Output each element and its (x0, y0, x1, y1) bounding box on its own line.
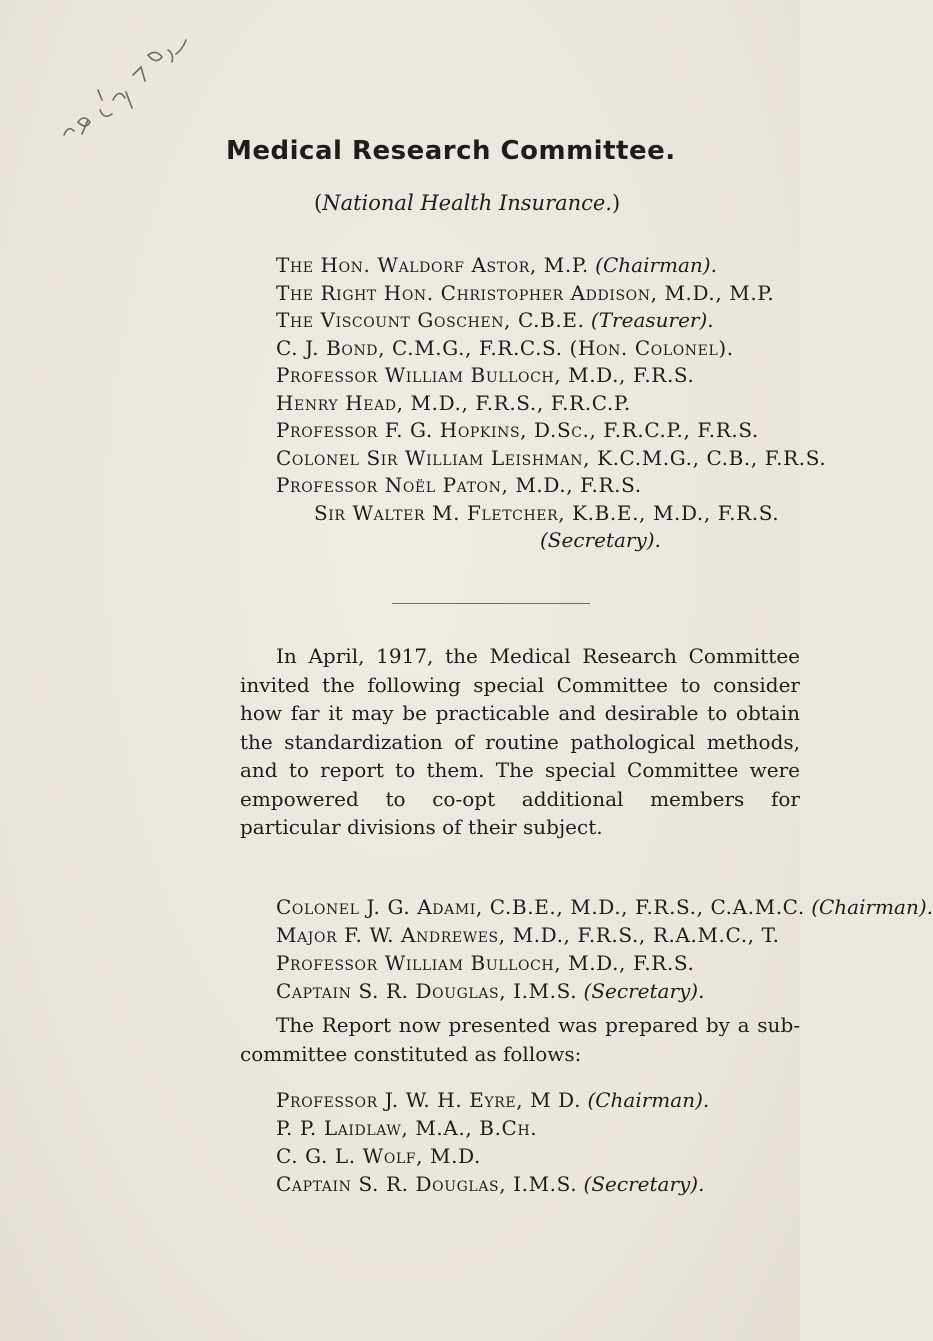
member-name: The Viscount Goschen, C.B.E. (276, 308, 585, 332)
member-entry (276, 252, 826, 280)
member-entry (276, 445, 826, 473)
special-committee-list (276, 893, 933, 1005)
member-name: The Hon. Waldorf Astor, M.P. (276, 253, 589, 277)
member-name: Colonel Sir William Leishman, K.C.M.G., C.B., F.R.S. (276, 445, 827, 470)
member-entry (276, 949, 933, 977)
member-name: Henry Head, M.D., F.R.S., F.R.C.P. (276, 390, 631, 415)
member-role: (Chairman). (587, 1088, 710, 1112)
member-entry (276, 1086, 709, 1114)
member-name: C. J. Bond, C.M.G., F.R.C.S. (Hon. Colonel). (276, 335, 734, 360)
member-entry (276, 893, 933, 921)
member-name: P. P. Laidlaw, M.A., B.Ch. (276, 1116, 538, 1140)
member-role: (Chairman). (811, 895, 933, 919)
member-entry (276, 472, 826, 500)
committee-member-list (276, 252, 826, 555)
member-name: Captain S. R. Douglas, I.M.S. (276, 979, 578, 1003)
member-entry (276, 335, 826, 363)
sub-committee-list (276, 1086, 709, 1198)
member-entry (276, 1142, 709, 1170)
member-entry (276, 307, 826, 335)
member-name: Major F. W. Andrewes, M.D., F.R.S., R.A.M.C., T. (276, 923, 780, 947)
member-name: Professor William Bulloch, M.D., F.R.S. (276, 951, 695, 975)
sub-committee-paragraph (240, 1011, 800, 1068)
member-role: (Secretary). (583, 979, 705, 1003)
member-name: C. G. L. Wolf, M.D. (276, 1144, 481, 1168)
member-entry (276, 977, 933, 1005)
member-entry (276, 921, 933, 949)
subtitle-close-paren: ) (612, 191, 621, 215)
paragraph-text: The Report now presented was prepared by a sub-committee constituted as follows: (240, 1013, 800, 1066)
page-subtitle (314, 191, 620, 215)
member-name: Professor Noël Paton, M.D., F.R.S. (276, 473, 642, 497)
member-entry (276, 1170, 709, 1198)
member-name: Professor William Bulloch, M.D., F.R.S. (276, 363, 695, 387)
member-entry (276, 362, 826, 390)
subtitle-open-paren: ( (314, 191, 323, 215)
member-role: (Secretary). (540, 528, 661, 552)
member-name: Sir Walter M. Fletcher, K.B.E., M.D., F.R.S. (314, 500, 780, 525)
member-name: Captain S. R. Douglas, I.M.S. (276, 1172, 578, 1196)
paragraph-text: In April, 1917, the Medical Research Committee invited the following special Committee to consider how far it may be practicable and desirable to obtain the standardization of routine pathological methods, and to report to them. The special Committee were empowered to co-opt additional members for particular divisions of their subject. (240, 644, 800, 839)
subtitle-text: National Health Insurance. (322, 191, 613, 215)
member-name: The Right Hon. Christopher Addison, M.D., M.P. (276, 280, 775, 305)
intro-paragraph (240, 642, 800, 842)
member-entry (276, 417, 826, 445)
member-entry (276, 500, 826, 528)
member-name: Professor J. W. H. Eyre, M D. (276, 1088, 582, 1112)
member-entry (276, 390, 826, 418)
member-name: Professor F. G. Hopkins, D.Sc., F.R.C.P., F.R.S. (276, 418, 759, 442)
member-role: (Treasurer). (590, 308, 714, 332)
member-entry (276, 1114, 709, 1142)
page-title: Medical Research Committee. (226, 136, 676, 166)
member-role: (Secretary). (583, 1172, 705, 1196)
member-entry (276, 280, 826, 308)
member-name: Colonel J. G. Adami, C.B.E., M.D., F.R.S., C.A.M.C. (276, 895, 805, 919)
section-divider (392, 603, 590, 604)
member-role: (Chairman). (595, 253, 717, 277)
pencil-scribble-mark (38, 30, 188, 140)
